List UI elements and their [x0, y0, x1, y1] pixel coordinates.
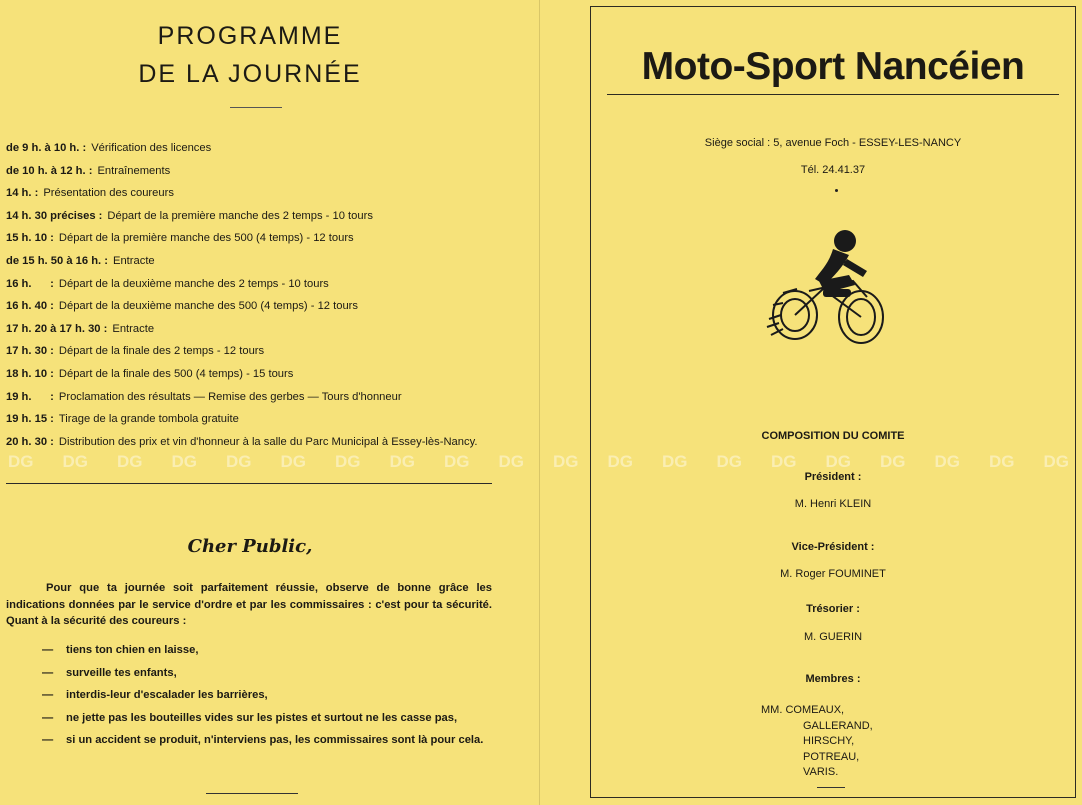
telephone: Tél. 24.41.37 — [800, 164, 866, 176]
watermark-mark: DG — [226, 452, 252, 471]
schedule-text: Départ de la finale des 500 (4 temps) - 15 tours — [58, 367, 294, 380]
instruction-text: interdis-leur d'escalader les barrières, — [66, 689, 268, 701]
schedule-time: 14 h. : — [6, 187, 39, 200]
schedule-time: 16 h. : — [6, 277, 54, 290]
instruction-item — [42, 710, 494, 727]
dash-bullet: — — [42, 734, 54, 746]
schedule-text: Présentation des coureurs — [43, 187, 174, 200]
schedule-row — [6, 322, 494, 345]
schedule-text: Départ de la première manche des 2 temps - 10 tours — [107, 209, 373, 222]
instruction-text: ne jette pas les bouteilles vides sur les pistes et surtout ne les casse pas, — [66, 711, 458, 724]
schedule-row — [6, 209, 494, 232]
vice-president-name: M. Roger FOUMINET — [780, 568, 886, 580]
dot-mark — [835, 189, 838, 192]
instruction-text: tiens ton chien en laisse, — [66, 644, 199, 656]
schedule-time: de 15 h. 50 à 16 h. : — [6, 254, 108, 267]
watermark-mark: DG — [880, 452, 906, 471]
watermark-mark: DG — [389, 452, 415, 471]
watermark-mark: DG — [280, 452, 306, 471]
watermark-mark: DG — [716, 452, 742, 471]
club-page — [590, 6, 1076, 798]
president-name: M. Henri KLEIN — [794, 498, 872, 510]
schedule-row — [6, 344, 494, 367]
watermark-mark: DG — [335, 452, 361, 471]
watermark-mark: DG — [62, 452, 88, 471]
instruction-item — [42, 732, 494, 749]
schedule-text: Entracte — [112, 254, 155, 267]
instruction-item — [42, 642, 494, 659]
watermark-mark: DG — [989, 452, 1015, 471]
schedule-time: 19 h. : — [6, 390, 54, 403]
watermark-mark: DG — [553, 452, 579, 471]
schedule-row — [6, 277, 494, 300]
public-instructions — [42, 642, 494, 755]
schedule-time: de 10 h. à 12 h. : — [6, 164, 93, 177]
schedule-time: 18 h. 10 : — [6, 367, 54, 380]
motorcycle-rider-icon — [763, 219, 895, 359]
schedule-text: Entraînements — [97, 164, 171, 177]
dash-bullet: — — [42, 689, 54, 701]
title-divider — [230, 107, 282, 108]
schedule-row — [6, 254, 494, 277]
schedule-time: 20 h. 30 : — [6, 435, 54, 448]
programme-title-line2: DE LA JOURNÉE — [138, 60, 362, 88]
watermark-mark: DG — [444, 452, 470, 471]
end-divider-right — [817, 787, 845, 788]
schedule-text: Départ de la deuxième manche des 500 (4 temps) - 12 tours — [58, 300, 359, 313]
schedule-text: Départ de la deuxième manche des 2 temps - 10 tours — [58, 277, 329, 290]
member-name: GALLERAND, — [803, 719, 873, 732]
instruction-text: si un accident se produit, n'interviens pas, les commissaires sont là pour cela. — [66, 734, 484, 746]
membres-list — [761, 703, 873, 781]
watermark-mark: DG — [662, 452, 688, 471]
schedule-text: Proclamation des résultats — Remise des gerbes — Tours d'honneur — [58, 390, 402, 403]
schedule-row — [6, 367, 494, 390]
watermark-mark: DG — [825, 452, 851, 471]
watermark-mark: DG — [498, 452, 524, 471]
member-name: POTREAU, — [803, 750, 860, 763]
dash-bullet: — — [42, 666, 54, 679]
schedule-time: de 9 h. à 10 h. : — [6, 142, 87, 154]
schedule-text: Vérification des licences — [91, 142, 212, 154]
member-name: MM. COMEAUX, — [761, 704, 845, 716]
end-divider — [206, 793, 298, 794]
siege-social: Siège social : 5, avenue Foch - ESSEY-LES-NANCY — [704, 137, 962, 149]
club-name-rule — [607, 94, 1059, 95]
watermark-mark: DG — [8, 452, 34, 471]
president-label: Président : — [804, 471, 862, 483]
watermark-mark: DG — [1043, 452, 1069, 471]
schedule-text: Départ de la finale des 2 temps - 12 tours — [58, 345, 265, 358]
watermark-mark: DG — [117, 452, 143, 471]
schedule-row — [6, 390, 494, 413]
schedule-row — [6, 141, 494, 164]
public-title: Cher Public, — [187, 536, 313, 557]
tresorier-label: Trésorier : — [806, 603, 860, 615]
public-intro: Pour que ta journée soit parfaitement réussie, observe de bonne grâce les indications données par le service d'ordre et par les commissaires : c'est pour ta sécurité. Quant à la sécurité des coureurs : — [6, 582, 492, 627]
schedule-row — [6, 412, 494, 435]
membres-label: Membres : — [805, 673, 861, 685]
schedule-time: 16 h. 40 : — [6, 300, 54, 313]
schedule-time: 14 h. 30 précises : — [6, 209, 103, 222]
dash-bullet: — — [42, 644, 54, 656]
dash-bullet: — — [42, 711, 54, 724]
schedule-time: 17 h. 20 à 17 h. 30 : — [6, 322, 108, 335]
page-fold — [539, 0, 540, 805]
schedule-time: 19 h. 15 : — [6, 413, 54, 426]
schedule-row — [6, 164, 494, 187]
watermark-mark: DG — [934, 452, 960, 471]
watermark-mark: DG — [607, 452, 633, 471]
watermark-mark: DG — [171, 452, 197, 471]
schedule-time: 15 h. 10 : — [6, 232, 54, 245]
schedule-time: 17 h. 30 : — [6, 345, 54, 358]
schedule-row — [6, 299, 494, 322]
club-name: Moto-Sport Nancéien — [641, 45, 1025, 88]
schedule-text: Départ de la première manche des 500 (4 temps) - 12 tours — [58, 232, 354, 245]
schedule-text: Distribution des prix et vin d'honneur à la salle du Parc Municipal à Essey-lès-Nancy. — [58, 435, 478, 448]
schedule-row — [6, 435, 494, 465]
member-name: HIRSCHY, — [803, 735, 855, 748]
tresorier-name: M. GUERIN — [803, 631, 863, 643]
schedule-list — [6, 141, 494, 465]
watermark-mark: DG — [771, 452, 797, 471]
schedule-row — [6, 186, 494, 209]
vice-president-label: Vice-Président : — [791, 541, 875, 553]
instruction-item — [42, 687, 494, 704]
programme-title-line1: PROGRAMME — [157, 22, 343, 50]
schedule-text: Tirage de la grande tombola gratuite — [58, 413, 239, 426]
comite-title: COMPOSITION DU COMITE — [761, 430, 905, 442]
instruction-item — [42, 665, 494, 682]
programme-page — [0, 0, 539, 805]
member-name: VARIS. — [803, 766, 839, 779]
instruction-text: surveille tes enfants, — [66, 666, 177, 679]
schedule-row — [6, 231, 494, 254]
schedule-text: Entracte — [112, 322, 155, 335]
section-divider — [6, 483, 492, 484]
